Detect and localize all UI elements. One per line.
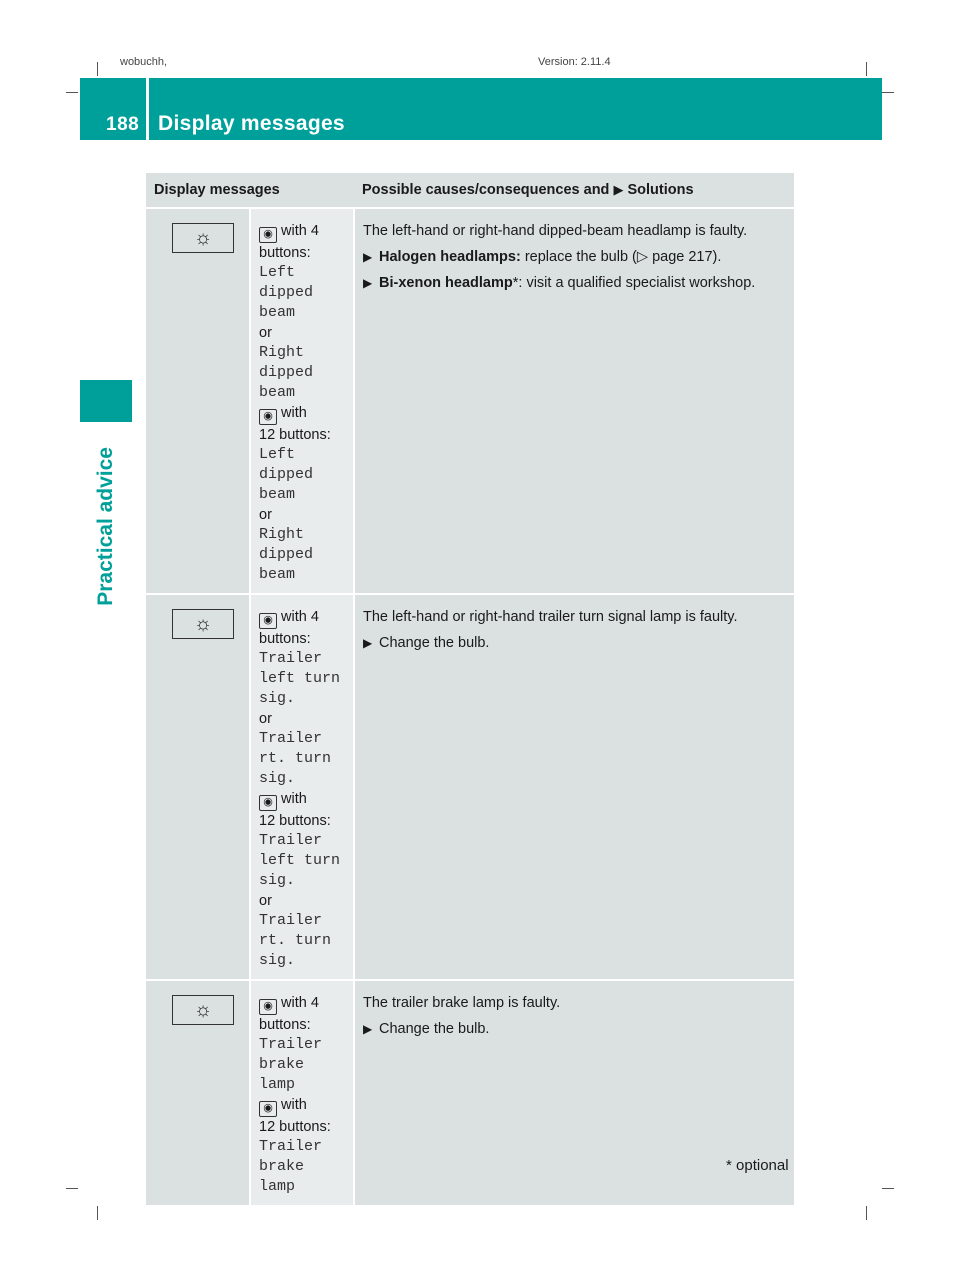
buttons-label: buttons:	[259, 631, 311, 647]
lcd-line: left turn	[259, 852, 341, 869]
lcd-line: beam	[259, 384, 296, 401]
crop-mark	[66, 1188, 78, 1189]
lcd-line: dipped	[259, 364, 314, 381]
buttons-label: 12 buttons:	[259, 813, 331, 829]
message-variant-12-buttons	[259, 403, 347, 425]
lcd-line: Trailer	[259, 832, 323, 849]
message-variant-4-buttons	[259, 221, 347, 243]
table-row	[146, 594, 794, 980]
lcd-message	[259, 525, 347, 585]
solution-step	[363, 247, 788, 267]
buttons-label: buttons:	[259, 245, 311, 261]
col-header-causes-text: Possible causes/consequences and	[362, 182, 610, 198]
buttons-label: 12 buttons:	[259, 427, 331, 443]
col-header-display-messages-text: Display messages	[154, 182, 280, 198]
lcd-message	[259, 1137, 347, 1197]
with-label: with 4	[281, 223, 319, 239]
solution-step	[363, 633, 788, 653]
message-variant-4-buttons	[259, 993, 347, 1015]
steering-wheel-icon: ◉	[259, 1101, 277, 1117]
action-arrow-icon: ▶	[363, 276, 373, 290]
lcd-line: Trailer	[259, 1138, 323, 1155]
or-label: or	[259, 711, 272, 727]
message-variant-12-buttons	[259, 789, 347, 811]
lcd-message	[259, 343, 347, 403]
lcd-line: Trailer	[259, 730, 323, 747]
steering-wheel-icon: ◉	[259, 795, 277, 811]
lcd-line: Trailer	[259, 1036, 323, 1053]
lcd-line: sig.	[259, 952, 296, 969]
solution-step	[363, 273, 788, 293]
step-bold: Bi-xenon headlamp	[379, 275, 513, 291]
steering-wheel-icon: ◉	[259, 999, 277, 1015]
crop-mark	[97, 62, 98, 76]
lcd-line: Right	[259, 344, 305, 361]
cause-text: The left-hand or right-hand trailer turn signal lamp is faulty.	[363, 609, 738, 625]
steering-wheel-icon: ◉	[259, 613, 277, 629]
page-number: 188	[106, 114, 140, 135]
lcd-line: beam	[259, 486, 296, 503]
with-label: with	[281, 791, 307, 807]
lcd-line: Trailer	[259, 650, 323, 667]
with-label: with 4	[281, 609, 319, 625]
lcd-line: dipped	[259, 284, 314, 301]
lcd-message	[259, 263, 347, 323]
step-text: replace the bulb (▷ page 217).	[524, 249, 722, 265]
action-arrow-icon: ▶	[613, 182, 624, 197]
lcd-line: brake lamp	[259, 1158, 305, 1195]
or-label: or	[259, 325, 272, 341]
cause-text: The left-hand or right-hand dipped-beam headlamp is faulty.	[363, 223, 748, 239]
lcd-message	[259, 445, 347, 505]
side-tab-block	[80, 380, 132, 422]
exterior-lamp-glyph: ☼	[193, 227, 213, 249]
col-header-solutions-text: Solutions	[627, 182, 694, 198]
header-separator	[146, 78, 149, 140]
steering-wheel-icon: ◉	[259, 409, 277, 425]
message-variant-12-buttons	[259, 1095, 347, 1117]
lcd-line: sig.	[259, 872, 296, 889]
message-cell	[250, 594, 354, 980]
lcd-line: beam	[259, 304, 296, 321]
message-variant-4-buttons	[259, 607, 347, 629]
crop-mark	[97, 1206, 98, 1220]
symbol-cell	[146, 208, 250, 594]
crop-mark	[66, 92, 78, 93]
exterior-lamp-icon	[172, 223, 234, 253]
side-label: Practical advice	[94, 447, 117, 606]
col-header-causes	[354, 173, 794, 208]
lcd-line: rt. turn	[259, 750, 332, 767]
step-text: Change the bulb.	[379, 635, 490, 651]
table-header-row	[146, 173, 794, 208]
action-arrow-icon: ▶	[363, 636, 373, 650]
solution-cell	[354, 594, 794, 980]
with-label: with	[281, 405, 307, 421]
buttons-label: 12 buttons:	[259, 1119, 331, 1135]
lcd-message	[259, 831, 347, 891]
message-cell	[250, 208, 354, 594]
lcd-line: beam	[259, 566, 296, 583]
crop-mark	[866, 62, 867, 76]
lcd-line: sig.	[259, 690, 296, 707]
footnote-optional: * optional	[726, 1157, 789, 1174]
symbol-cell	[146, 594, 250, 980]
exterior-lamp-glyph: ☼	[193, 999, 213, 1021]
message-cell	[250, 980, 354, 1205]
col-header-display-messages	[146, 173, 354, 208]
lcd-line: Left	[259, 264, 296, 281]
lcd-line: Right	[259, 526, 305, 543]
step-text: *: visit a qualified specialist workshop.	[512, 275, 756, 291]
lcd-line: Trailer	[259, 912, 323, 929]
lcd-message	[259, 1035, 347, 1095]
or-label: or	[259, 893, 272, 909]
print-meta-left: wobuchh,	[120, 56, 168, 68]
display-messages-table	[146, 173, 794, 1205]
step-bold: Halogen headlamps:	[379, 249, 521, 265]
lcd-message	[259, 649, 347, 709]
lcd-line: left turn	[259, 670, 341, 687]
crop-mark	[882, 1188, 894, 1189]
buttons-label: buttons:	[259, 1017, 311, 1033]
lcd-line: sig.	[259, 770, 296, 787]
lcd-message	[259, 911, 347, 971]
lcd-line: brake lamp	[259, 1056, 305, 1093]
table-row	[146, 208, 794, 594]
exterior-lamp-icon	[172, 995, 234, 1025]
solution-cell	[354, 208, 794, 594]
lcd-line: rt. turn	[259, 932, 332, 949]
action-arrow-icon: ▶	[363, 250, 373, 264]
solution-step	[363, 1019, 788, 1039]
with-label: with	[281, 1097, 307, 1113]
symbol-cell	[146, 980, 250, 1205]
lcd-line: dipped	[259, 546, 314, 563]
lcd-message	[259, 729, 347, 789]
table-row	[146, 980, 794, 1205]
step-text: Change the bulb.	[379, 1021, 490, 1037]
crop-mark	[866, 1206, 867, 1220]
print-meta-right: Version: 2.11.4	[538, 56, 611, 68]
action-arrow-icon: ▶	[363, 1022, 373, 1036]
cause-text: The trailer brake lamp is faulty.	[363, 995, 561, 1011]
exterior-lamp-icon	[172, 609, 234, 639]
exterior-lamp-glyph: ☼	[193, 613, 213, 635]
section-title: Display messages	[158, 112, 345, 135]
or-label: or	[259, 507, 272, 523]
crop-mark	[882, 92, 894, 93]
with-label: with 4	[281, 995, 319, 1011]
lcd-line: Left	[259, 446, 296, 463]
lcd-line: dipped	[259, 466, 314, 483]
steering-wheel-icon: ◉	[259, 227, 277, 243]
